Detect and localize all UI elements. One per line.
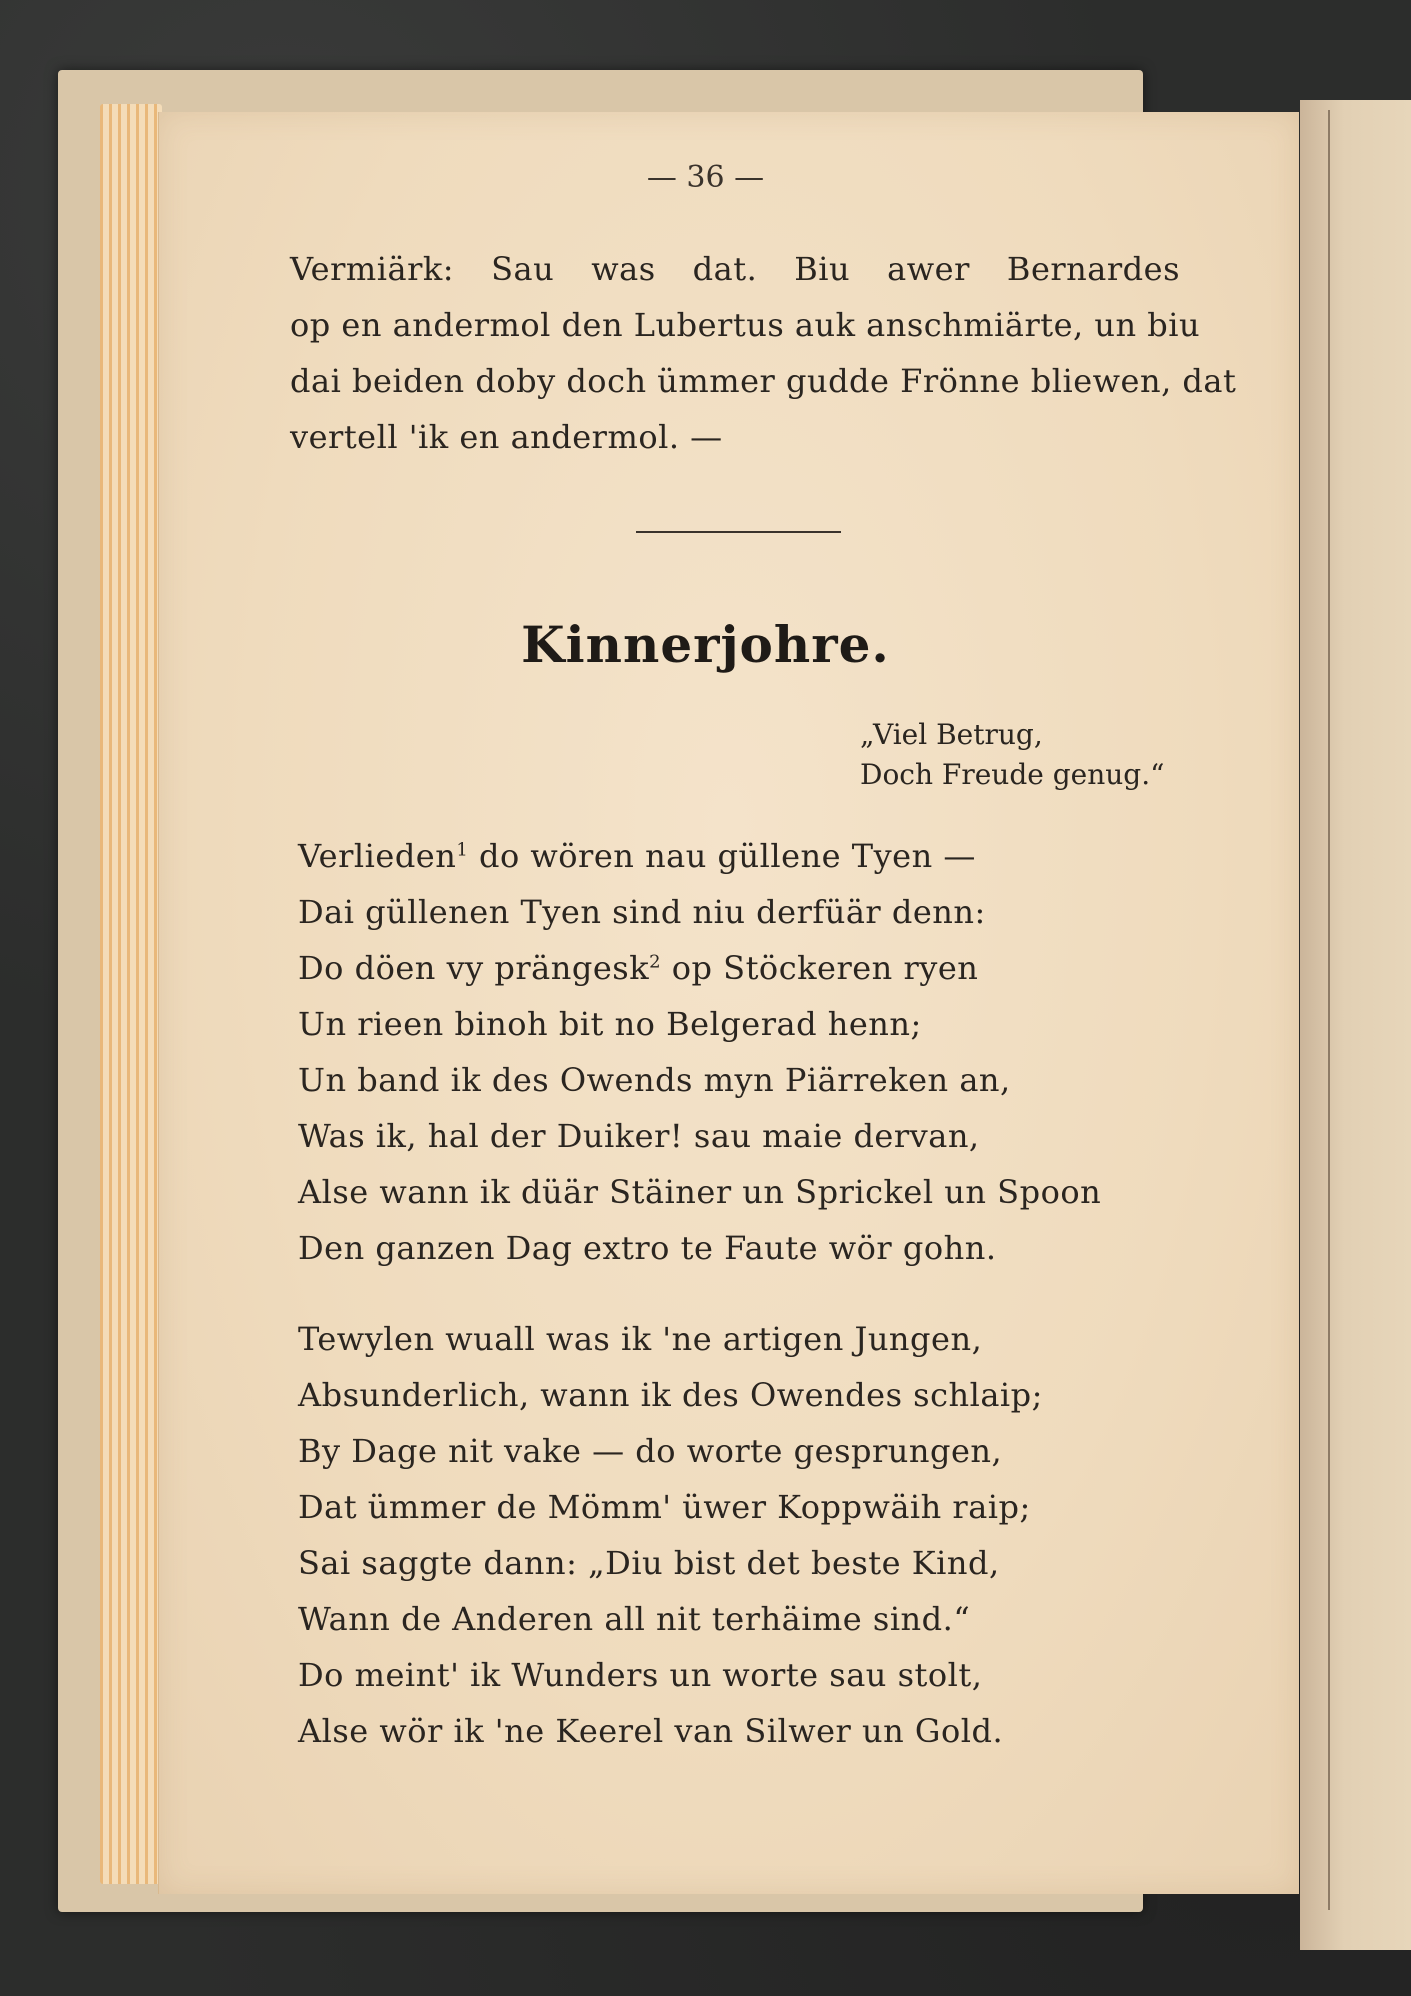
verse-line: By Dage nit vake — do worte gesprungen, [298,1432,1003,1470]
poem-title: Kinnerjohre. [521,615,890,674]
section-divider [636,531,841,533]
facing-page-gutter-line [1328,110,1330,1910]
verse-line: Den ganzen Dag extro te Faute wör gohn. [298,1229,997,1267]
verse-line: Verlieden$^1$ do wören nau güllene Tyen — [298,837,976,875]
verse-line: Un band ik des Owends myn Piärreken an, [298,1061,1011,1099]
motto-line: „Viel Betrug, [860,718,1043,751]
prose-line: vertell 'ik en andermol. — [290,418,723,456]
verse-line: Absunderlich, wann ik des Owendes schlaip; [298,1376,1043,1414]
verse-line: Tewylen wuall was ik 'ne artigen Jungen, [298,1320,983,1358]
page-number: — 36 — [646,160,765,195]
verse-line: Was ik, hal der Duiker! sau maie dervan, [298,1117,980,1155]
verse-line: Do döen vy prängesk$^2$ op Stöckeren ryen [298,949,979,987]
facing-page [1300,100,1411,1950]
verse-line: Un rieen binoh bit no Belgerad henn; [298,1005,922,1043]
prose-line: Vermiärk: Sau was dat. Biu awer Bernardes [290,250,1180,288]
verse-line: Alse wör ik 'ne Keerel van Silwer un Gold. [298,1712,1004,1750]
prose-line: op en andermol den Lubertus auk anschmiärte, un biu [290,306,1201,344]
verse-line: Wann de Anderen all nit terhäime sind.“ [298,1600,971,1638]
verse-line: Dai güllenen Tyen sind niu derfüär denn: [298,893,986,931]
page-edges [100,104,162,1884]
verse-line: Alse wann ik düär Stäiner un Sprickel un Spoon [298,1173,1102,1211]
verse-line: Do meint' ik Wunders un worte sau stolt, [298,1656,983,1694]
verse-line: Sai saggte dann: „Diu bist det beste Kind, [298,1544,1000,1582]
verse-line: Dat ümmer de Mömm' üwer Koppwäih raip; [298,1488,1031,1526]
motto-line: Doch Freude genug.“ [860,758,1165,791]
prose-line: dai beiden doby doch ümmer gudde Frönne bliewen, dat [290,362,1237,400]
